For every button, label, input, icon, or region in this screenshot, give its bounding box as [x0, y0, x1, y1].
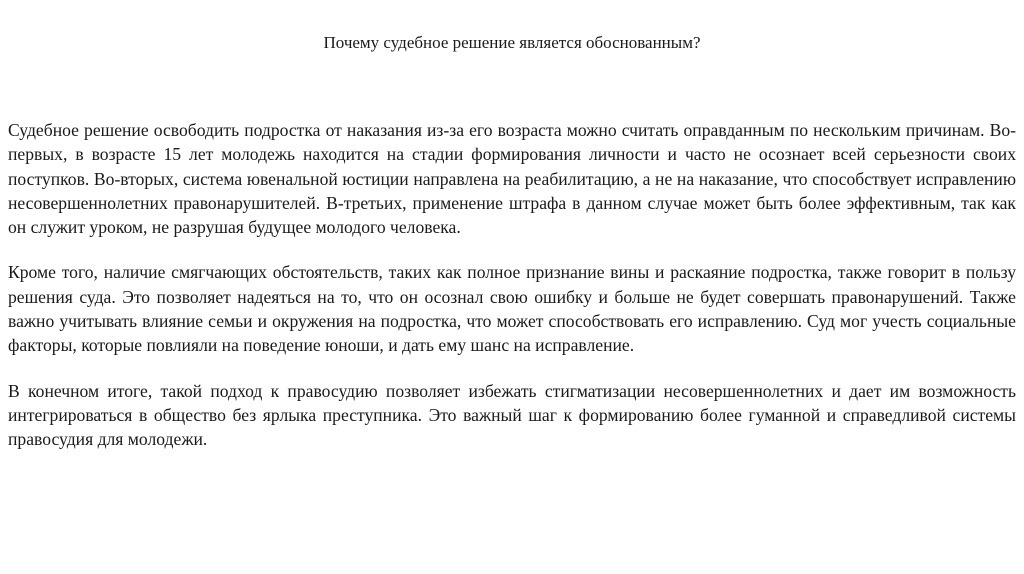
paragraph-2: Кроме того, наличие смягчающих обстоятельств, таких как полное признание вины и раскаяние подростка, также говорит в пользу решения суда. Это позволяет надеяться на то, что он осознал свою ошибку и больше не будет совершать правонарушений. Также важно учитывать влияние семьи и окружения на подростка, что может способствовать его исправлению. Суд мог учесть социальные факторы, которые повлияли на поведение юноши, и дать ему шанс на исправление. — [8, 262, 1016, 356]
paragraph-1: Судебное решение освободить подростка от наказания из-за его возраста можно считать оправданным по нескольким причинам. Во-первых, в возрасте 15 лет молодежь находится на стадии формирования личности и часто не осознает всей серьезности своих поступков. Во-вторых, система ювенальной юстиции направлена на реабилитацию, а не на наказание, что способствует исправлению несовершеннолетних правонарушителей. В-третьих, применение штрафа в данном случае может быть более эффективным, так как он служит уроком, не разрушая будущее молодого человека. — [8, 120, 1016, 238]
slide-body — [8, 118, 1016, 473]
paragraph-3: В конечном итоге, такой подход к правосудию позволяет избежать стигматизации несовершеннолетних и дает им возможность интегрироваться в общество без ярлыка преступника. Это важный шаг к формированию более гуманной и справедливой системы правосудия для молодежи. — [8, 380, 1016, 450]
slide-title: Почему судебное решение является обоснованным? — [323, 33, 701, 52]
